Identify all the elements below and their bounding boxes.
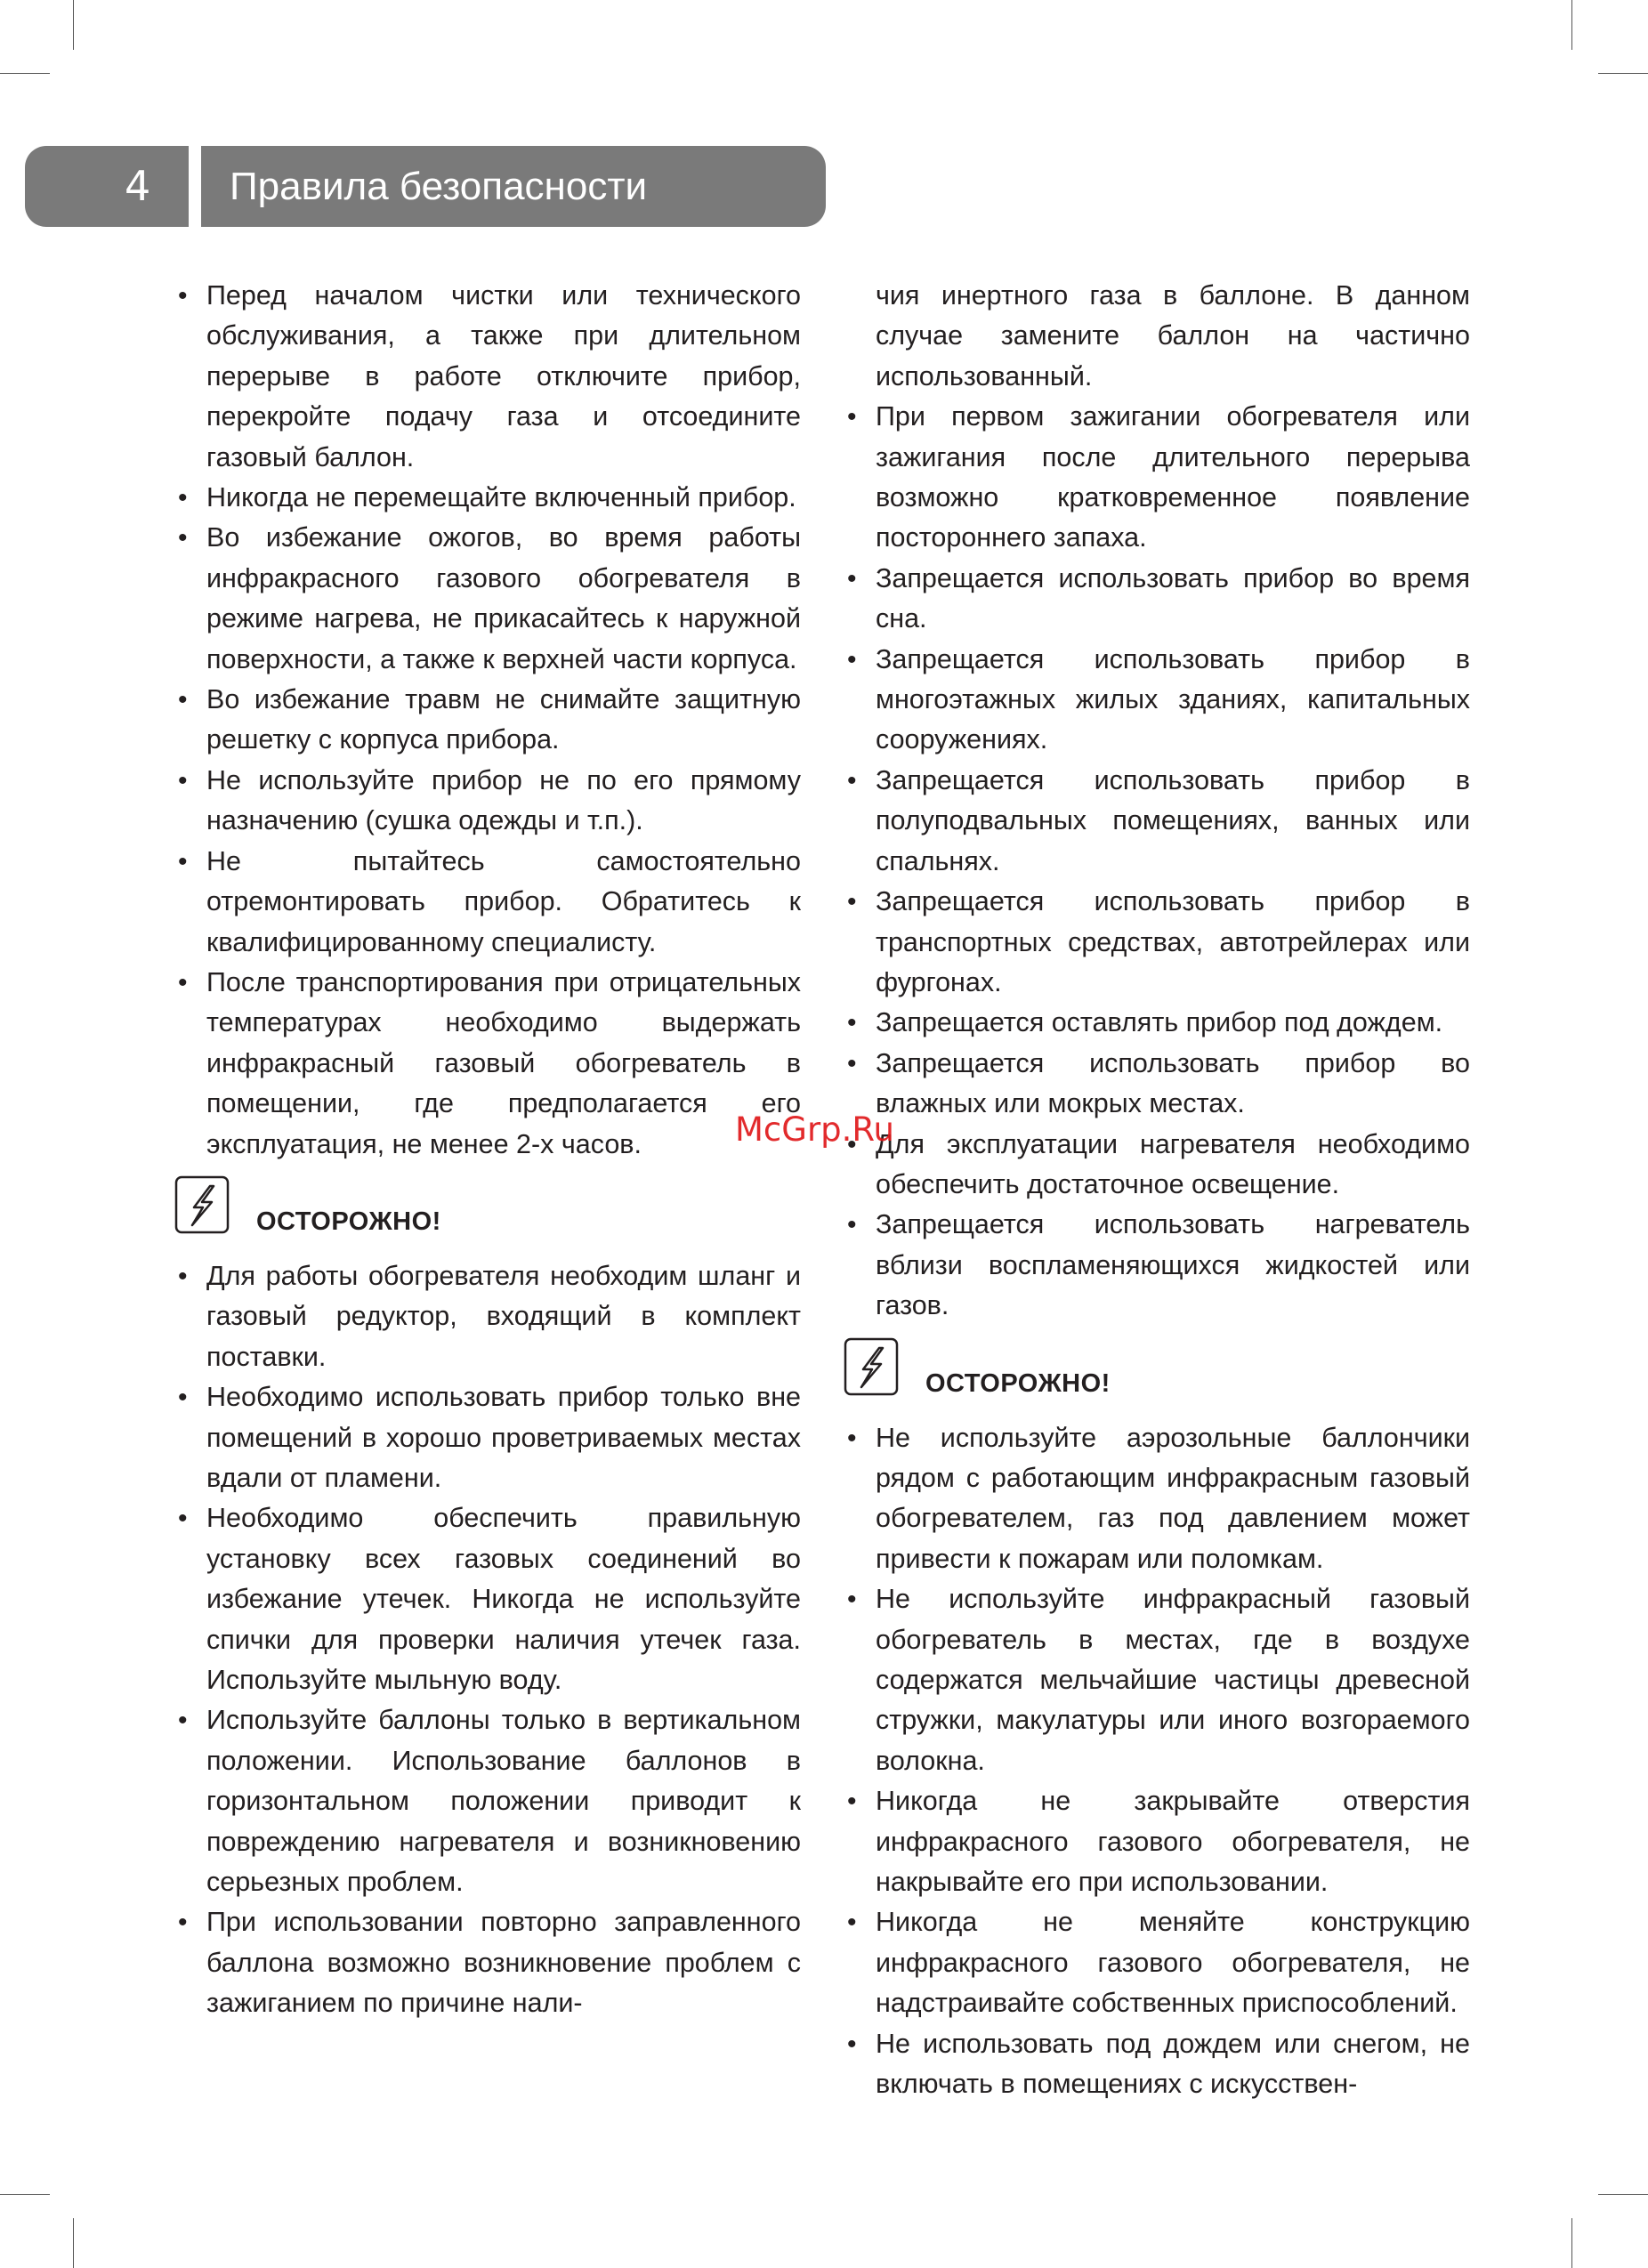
- list-item: • Для работы обогревателя необходим шланг и газовый редуктор, входящий в комплект поставки.: [178, 1256, 801, 1377]
- list-item: • Никогда не меняйте конструкцию инфракрасного газового обогревателя, не надстраивайте собственных приспособлений.: [847, 1902, 1470, 2023]
- crop-mark: [73, 2218, 74, 2268]
- list-item: • Используйте баллоны только в вертикальном положении. Использование баллонов в горизонтальном положении приводит к повреждению нагревателя и возникновению серьезных проблем.: [178, 1700, 801, 1902]
- list-item: • Во избежание ожогов, во время работы инфракрасного газового обогревателя в режиме нагрева, не прикасайтесь к наружной поверхности, а также к верхней части корпуса.: [178, 518, 801, 680]
- list-item: • Запрещается использовать прибор во влажных или мокрых местах.: [847, 1044, 1470, 1125]
- safety-list: [178, 276, 801, 1165]
- section-title: Правила безопасности: [230, 165, 648, 208]
- crop-mark: [1598, 73, 1648, 74]
- list-item: • Запрещается использовать нагреватель вблизи воспламеняющихся жидкостей или газов.: [847, 1205, 1470, 1326]
- continued-text: чия инертного газа в баллоне. В данном случае замените баллон на частично использованный.: [876, 280, 1470, 391]
- list-item: • Не пытайтесь самостоятельно отремонтировать прибор. Обратитесь к квалифицированному специалисту.: [178, 842, 801, 963]
- list-item: • Запрещается использовать прибор в многоэтажных жилых зданиях, капитальных сооружениях.: [847, 640, 1470, 761]
- list-item: • После транспортирования при отрицательных температурах необходимо выдержать инфракрасный газовый обогреватель в помещении, где предполагается его эксплуатация, не менее 2-х часов.: [178, 963, 801, 1165]
- warning-list: [178, 1256, 801, 2024]
- list-item: • Запрещается использовать прибор во время сна.: [847, 559, 1470, 640]
- list-item: • Не используйте прибор не по его прямому назначению (сушка одежды и т.п.).: [178, 761, 801, 842]
- warning-title: ОСТОРОЖНО!: [925, 1368, 1111, 1398]
- list-item: • Не использовать под дождем или снегом, не включать в помещениях с искусствен-: [847, 2024, 1470, 2105]
- safety-list: [847, 397, 1470, 1326]
- watermark: McGrp.Ru: [735, 1110, 894, 1149]
- crop-mark: [0, 2194, 50, 2195]
- list-item: • Необходимо использовать прибор только вне помещений в хорошо проветриваемых местах вдали от пламени.: [178, 1377, 801, 1498]
- warning-title: ОСТОРОЖНО!: [256, 1207, 441, 1236]
- warning-list: [847, 1418, 1470, 2105]
- right-column: [847, 276, 1470, 2104]
- list-item: • Запрещается использовать прибор в транспортных средствах, автотрейлерах или фургонах.: [847, 882, 1470, 1003]
- crop-mark: [1598, 2194, 1648, 2195]
- warning-icon: [844, 1337, 899, 1396]
- list-item: • Перед началом чистки или технического обслуживания, а также при длительном перерыве в работе отключите прибор, перекройте подачу газа и отсоедините газовый баллон.: [178, 276, 801, 478]
- list-item: • Для эксплуатации нагревателя необходимо обеспечить достаточное освещение.: [847, 1125, 1470, 1206]
- warning-block: [847, 1337, 1470, 1418]
- list-item: • Никогда не перемещайте включенный прибор.: [178, 478, 801, 518]
- warning-block: [178, 1175, 801, 1256]
- list-item: • При использовании повторно заправленного баллона возможно возникновение проблем с зажиганием по причине нали-: [178, 1902, 801, 2023]
- crop-mark: [73, 0, 74, 50]
- list-item: • Не используйте инфракрасный газовый обогреватель в местах, где в воздухе содержатся мельчайшие частицы древесной стружки, макулатуры или иного возгораемого волокна.: [847, 1579, 1470, 1781]
- crop-mark: [1571, 0, 1572, 50]
- left-column: [178, 276, 801, 2024]
- list-item: • Запрещается использовать прибор в полуподвальных помещениях, ванных или спальнях.: [847, 761, 1470, 882]
- list-item: • Во избежание травм не снимайте защитную решетку с корпуса прибора.: [178, 680, 801, 761]
- page-number: 4: [125, 162, 151, 210]
- list-item: • Запрещается оставлять прибор под дождем.: [847, 1003, 1470, 1043]
- crop-mark: [0, 73, 50, 74]
- crop-mark: [1571, 2218, 1572, 2268]
- list-item: • Никогда не закрывайте отверстия инфракрасного газового обогревателя, не накрывайте его при использовании.: [847, 1781, 1470, 1902]
- list-item: • Необходимо обеспечить правильную установку всех газовых соединений во избежание утечек. Никогда не используйте спички для проверки наличия утечек газа. Используйте мыльную воду.: [178, 1498, 801, 1700]
- warning-icon: [174, 1175, 230, 1234]
- header-divider: [189, 146, 201, 227]
- list-item: • Не используйте аэрозольные баллончики рядом с работающим инфракрасным газовый обогревателем, газ под давлением может привести к пожарам или поломкам.: [847, 1418, 1470, 1580]
- list-item: • При первом зажигании обогревателя или зажигания после длительного перерыва возможно кратковременное появление постороннего запаха.: [847, 397, 1470, 559]
